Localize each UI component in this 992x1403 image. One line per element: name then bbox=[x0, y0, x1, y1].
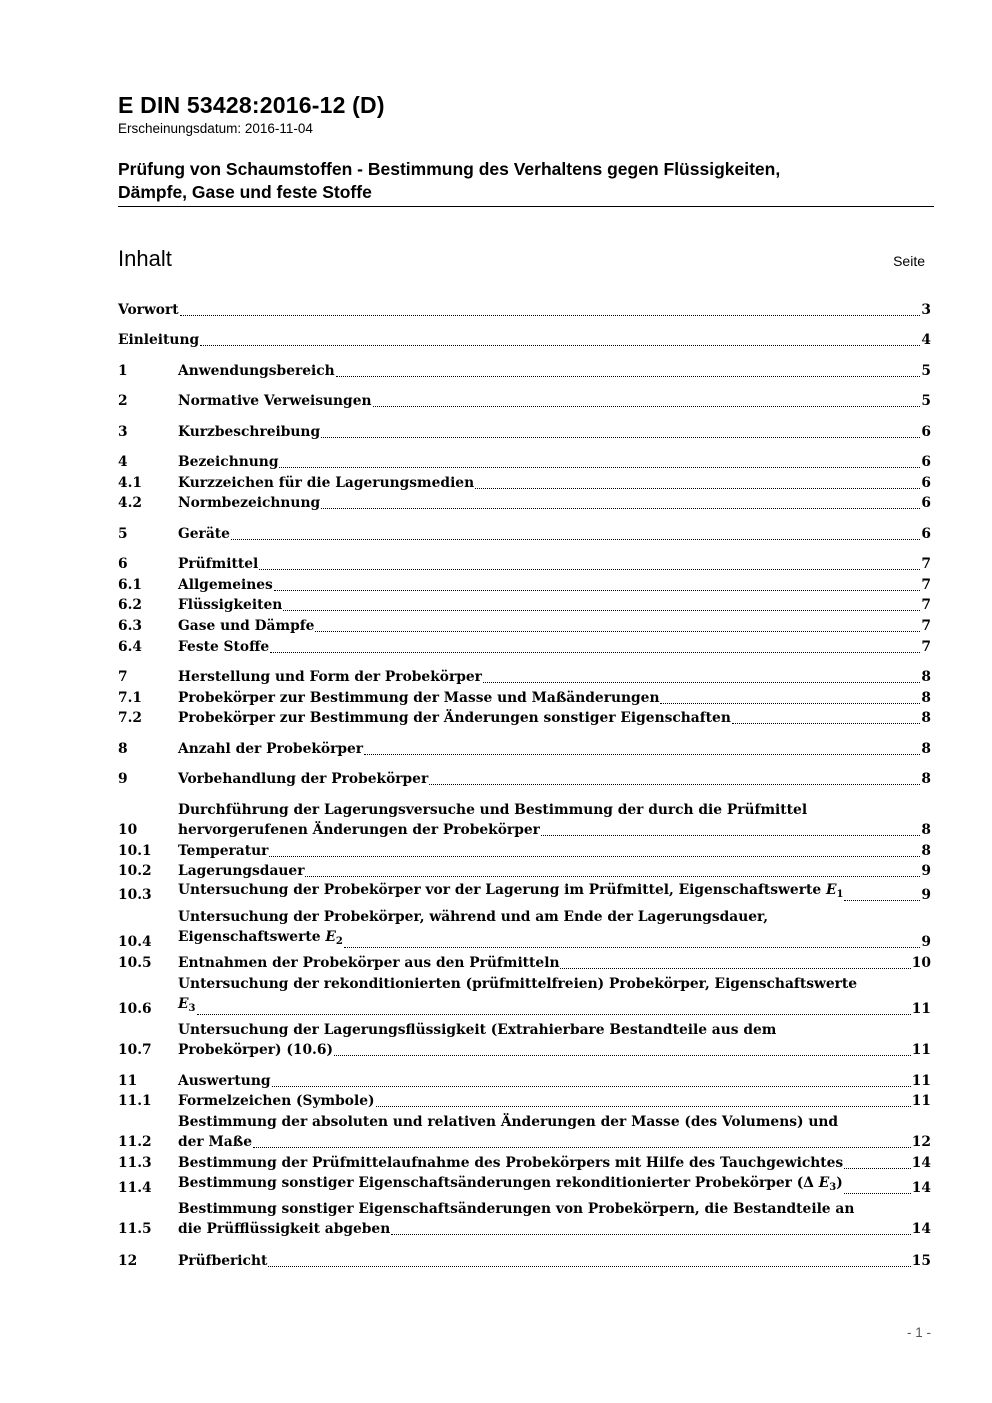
toc-entry-number: 6 bbox=[118, 556, 128, 572]
toc-entry-page: 6 bbox=[921, 526, 931, 542]
toc-entry-body bbox=[178, 361, 931, 381]
toc-entry-label-first-line: Bestimmung sonstiger Eigenschaftsänderungen von Probekörpern, die Bestandteile an bbox=[178, 1201, 855, 1217]
toc-entry-number: 10.6 bbox=[118, 1001, 152, 1017]
toc-entry-line bbox=[178, 1173, 931, 1198]
toc-entry-label-text: Eigenschaftswerte bbox=[178, 929, 321, 945]
toc-entry-body bbox=[178, 1199, 931, 1239]
toc-entry[interactable] bbox=[118, 739, 931, 759]
toc-entry-page: 6 bbox=[921, 454, 931, 470]
toc-entry-body bbox=[178, 452, 931, 472]
toc-dot-leader bbox=[283, 610, 920, 611]
toc-entry[interactable] bbox=[118, 907, 931, 952]
toc-entry-label-text: Anzahl der Probekörper bbox=[178, 741, 364, 757]
toc-entry-label bbox=[178, 1219, 390, 1239]
toc-entry[interactable] bbox=[118, 330, 931, 350]
document-title bbox=[118, 158, 938, 204]
toc-entry-line bbox=[178, 575, 931, 595]
toc-dot-leader bbox=[660, 703, 920, 704]
toc-dot-leader bbox=[560, 968, 910, 969]
toc-entry-body bbox=[178, 493, 931, 513]
toc-entry-label-text: Vorwort bbox=[118, 302, 179, 318]
toc-dot-leader bbox=[541, 835, 920, 836]
toc-entry-line bbox=[178, 688, 931, 708]
toc-entry-label bbox=[178, 841, 268, 861]
toc-page-column-label: Seite bbox=[893, 253, 925, 269]
toc-entry-page: 11 bbox=[911, 1093, 931, 1109]
toc-entry-number: 10.3 bbox=[118, 887, 152, 903]
toc-entry-page: 7 bbox=[921, 618, 931, 634]
toc-entry[interactable] bbox=[118, 769, 931, 789]
toc-entry-line bbox=[178, 1091, 931, 1111]
toc-entry-number: 10.1 bbox=[118, 843, 152, 859]
toc-entry-line bbox=[178, 769, 931, 789]
toc-entry-label-text: Feste Stoffe bbox=[178, 639, 270, 655]
toc-entry-page: 8 bbox=[921, 843, 931, 859]
toc-dot-leader bbox=[200, 345, 920, 346]
toc-entry-line bbox=[178, 994, 931, 1019]
toc-entry-page: 11 bbox=[911, 1073, 931, 1089]
toc-entry-label-text: Flüssigkeiten bbox=[178, 597, 283, 613]
toc-entry-label-text: der Maße bbox=[178, 1134, 252, 1150]
toc-heading: Inhalt bbox=[118, 246, 172, 271]
toc-entry-label-text: Bezeichnung bbox=[178, 454, 279, 470]
toc-entry-page: 14 bbox=[911, 1180, 931, 1196]
toc-entry-body bbox=[178, 861, 931, 881]
toc-entry-page: 8 bbox=[921, 690, 931, 706]
toc-entry-line bbox=[178, 473, 931, 493]
toc-entry-page: 7 bbox=[921, 597, 931, 613]
toc-entry-page: 8 bbox=[921, 710, 931, 726]
toc-dot-leader bbox=[180, 315, 921, 316]
toc-entry-body bbox=[178, 688, 931, 708]
toc-entry-number: 6.4 bbox=[118, 639, 143, 655]
toc-entry-page: 8 bbox=[921, 822, 931, 838]
toc-entry-label-text: Auswertung bbox=[178, 1073, 271, 1089]
toc-dot-leader bbox=[373, 406, 921, 407]
toc-entry-line bbox=[178, 1251, 931, 1271]
toc-entry-number: 4 bbox=[118, 454, 128, 470]
toc-entry-label-text: Einleitung bbox=[118, 332, 200, 348]
toc-dot-leader bbox=[334, 1055, 911, 1056]
toc-entry-label-text: Normbezeichnung bbox=[178, 495, 321, 511]
toc-entry-label bbox=[178, 595, 282, 615]
toc-entry-body bbox=[178, 974, 931, 1019]
toc-entry-page: 5 bbox=[921, 363, 931, 379]
toc-entry-label bbox=[178, 452, 278, 472]
toc-entry-label-text: Bestimmung sonstiger Eigenschaftsänderungen rekonditionierter Probekörper (Δ bbox=[178, 1175, 814, 1191]
toc-entry[interactable] bbox=[118, 1020, 931, 1060]
toc-entry-label-first-line: Untersuchung der Lagerungsflüssigkeit (Extrahierbare Bestandteile aus dem bbox=[178, 1022, 777, 1038]
toc-entry-number: 11.1 bbox=[118, 1093, 152, 1109]
toc-entry-body bbox=[178, 1020, 931, 1060]
toc-entry[interactable] bbox=[118, 575, 931, 595]
toc-dot-leader bbox=[844, 1193, 911, 1194]
toc-entry-number: 11.4 bbox=[118, 1180, 152, 1196]
toc-entry-label bbox=[178, 994, 196, 1019]
toc-entry-body bbox=[178, 473, 931, 493]
toc-entry-label bbox=[178, 708, 731, 728]
toc-entry-body bbox=[178, 575, 931, 595]
toc-entry-page: 9 bbox=[921, 863, 931, 879]
toc-dot-leader bbox=[844, 900, 920, 901]
toc-entry-line bbox=[178, 452, 931, 472]
toc-entry-label-text: Normative Verweisungen bbox=[178, 393, 372, 409]
toc-entry-number: 9 bbox=[118, 771, 128, 787]
toc-entry[interactable] bbox=[118, 880, 931, 905]
toc-entry-label-text: Kurzbeschreibung bbox=[178, 424, 321, 440]
toc-entry-label bbox=[178, 361, 335, 381]
toc-entry-body bbox=[178, 595, 931, 615]
toc-entry-line bbox=[178, 616, 931, 636]
toc-entry-label-text: Gase und Dämpfe bbox=[178, 618, 315, 634]
toc-entry[interactable] bbox=[118, 1071, 931, 1091]
toc-entry[interactable] bbox=[118, 554, 931, 574]
toc-entry-page: 4 bbox=[921, 332, 931, 348]
toc-entry-body bbox=[178, 1153, 931, 1173]
toc-entry-number: 8 bbox=[118, 741, 128, 757]
toc-entry-page: 12 bbox=[911, 1134, 931, 1150]
toc-dot-leader bbox=[376, 1106, 911, 1107]
toc-dot-leader bbox=[259, 569, 920, 570]
toc-entry-label bbox=[178, 575, 273, 595]
toc-dot-leader bbox=[272, 1086, 911, 1087]
toc-entry[interactable] bbox=[118, 1173, 931, 1198]
toc-entry-line bbox=[178, 708, 931, 728]
toc-entry[interactable] bbox=[118, 616, 931, 636]
toc-entry-symbol: E bbox=[325, 929, 336, 945]
toc-entry-label-text: Formelzeichen (Symbole) bbox=[178, 1093, 375, 1109]
toc-entry-label bbox=[178, 1091, 375, 1111]
toc-entry-body bbox=[178, 554, 931, 574]
toc-entry[interactable] bbox=[118, 637, 931, 657]
toc-dot-leader bbox=[269, 856, 920, 857]
toc-dot-leader bbox=[391, 1234, 911, 1235]
toc-entry-label bbox=[178, 473, 474, 493]
toc-entry[interactable] bbox=[118, 493, 931, 513]
toc-entry-line bbox=[178, 820, 931, 840]
toc-entry-label bbox=[178, 861, 304, 881]
toc-entry-page: 15 bbox=[911, 1253, 931, 1269]
toc-entry-label bbox=[178, 1173, 843, 1198]
toc-entry-label-text: Prüfbericht bbox=[178, 1253, 268, 1269]
toc-entry-label-text: Kurzzeichen für die Lagerungsmedien bbox=[178, 475, 475, 491]
toc-entry-body bbox=[178, 637, 931, 657]
toc-entry-body bbox=[118, 300, 931, 320]
toc-entry[interactable] bbox=[118, 1199, 931, 1239]
toc-dot-leader bbox=[305, 876, 920, 877]
toc-entry-label-text: Lagerungsdauer bbox=[178, 863, 305, 879]
toc-dot-leader bbox=[315, 631, 920, 632]
toc-entry-label bbox=[178, 927, 343, 952]
toc-dot-leader bbox=[336, 376, 921, 377]
toc-entry-label-text: Prüfmittel bbox=[178, 556, 259, 572]
toc-entry[interactable] bbox=[118, 1153, 931, 1173]
toc-entry-body bbox=[118, 330, 931, 350]
toc-entry-number: 10.7 bbox=[118, 1042, 152, 1058]
toc-entry-body bbox=[178, 708, 931, 728]
toc-entry-label bbox=[178, 616, 314, 636]
toc-entry-page: 7 bbox=[921, 639, 931, 655]
page-number: - 1 - bbox=[906, 1325, 931, 1340]
toc-entry-label bbox=[178, 880, 843, 905]
toc-entry[interactable] bbox=[118, 841, 931, 861]
toc-dot-leader bbox=[321, 508, 920, 509]
toc-entry-page: 6 bbox=[921, 424, 931, 440]
toc-entry[interactable] bbox=[118, 708, 931, 728]
toc-dot-leader bbox=[253, 1147, 911, 1148]
toc-entry-label bbox=[178, 1153, 843, 1173]
toc-entry-symbol-subscript: 3 bbox=[829, 1182, 837, 1193]
toc-entry[interactable] bbox=[118, 452, 931, 472]
toc-entry-label-text: Vorbehandlung der Probekörper bbox=[178, 771, 429, 787]
toc-entry-line bbox=[178, 391, 931, 411]
toc-entry-symbol: E bbox=[825, 882, 837, 898]
toc-entry[interactable] bbox=[118, 667, 931, 687]
toc-entry-line bbox=[178, 361, 931, 381]
toc-entry-number: 7.2 bbox=[118, 710, 143, 726]
toc-entry-page: 3 bbox=[921, 302, 931, 318]
toc-entry-page: 8 bbox=[921, 669, 931, 685]
document-id: E DIN 53428:2016-12 (D) bbox=[118, 92, 385, 118]
toc-entry-label bbox=[178, 524, 230, 544]
toc-entry[interactable] bbox=[118, 300, 931, 320]
toc-entry-label-text: Bestimmung der Prüfmittelaufnahme des Probekörpers mit Hilfe des Tauchgewichtes bbox=[178, 1155, 844, 1171]
toc-entry-label bbox=[178, 769, 428, 789]
toc-entry[interactable] bbox=[118, 953, 931, 973]
toc-entry-body bbox=[178, 524, 931, 544]
toc-entry-label-first-line: Bestimmung der absoluten und relativen Änderungen der Masse (des Volumens) und bbox=[178, 1114, 839, 1130]
toc-entry-label-text: Temperatur bbox=[178, 843, 269, 859]
toc-entry-body bbox=[178, 953, 931, 973]
toc-entry-page: 8 bbox=[921, 741, 931, 757]
toc-entry-line bbox=[178, 927, 931, 952]
toc-entry-label bbox=[178, 493, 320, 513]
toc-entry-line bbox=[178, 1071, 931, 1091]
toc-entry-page: 10 bbox=[911, 955, 931, 971]
toc-entry-body bbox=[178, 422, 931, 442]
toc-entry-body bbox=[178, 880, 931, 905]
title-line-2: Dämpfe, Gase und feste Stoffe bbox=[118, 182, 372, 202]
toc-entry-line bbox=[178, 1040, 931, 1060]
toc-entry-number: 7 bbox=[118, 669, 128, 685]
toc-entry-label bbox=[178, 391, 372, 411]
toc-entry-line bbox=[178, 524, 931, 544]
toc-entry-body bbox=[178, 1091, 931, 1111]
toc-entry-label-text: Probekörper zur Bestimmung der Änderungen sonstiger Eigenschaften bbox=[178, 710, 731, 726]
toc-dot-leader bbox=[483, 682, 920, 683]
toc-entry-symbol: E bbox=[178, 996, 189, 1012]
toc-entry-label-text: Untersuchung der Probekörper vor der Lagerung im Prüfmittel, Eigenschaftswerte bbox=[178, 882, 822, 898]
toc-entry-number: 10 bbox=[118, 822, 138, 838]
toc-dot-leader bbox=[475, 488, 920, 489]
toc-entry-number: 10.4 bbox=[118, 934, 152, 950]
toc-entry-label bbox=[118, 330, 199, 350]
title-line-1: Prüfung von Schaumstoffen - Bestimmung des Verhaltens gegen Flüssigkeiten, bbox=[118, 159, 781, 179]
toc-entry-number: 12 bbox=[118, 1253, 138, 1269]
toc-entry-label bbox=[178, 739, 363, 759]
toc-entry-label bbox=[178, 667, 482, 687]
toc-entry-label-text: Probekörper zur Bestimmung der Masse und Maßänderungen bbox=[178, 690, 660, 706]
toc-dot-leader bbox=[732, 723, 921, 724]
toc-entry-label bbox=[178, 1071, 271, 1091]
toc-entry-number: 4.1 bbox=[118, 475, 143, 491]
toc-entry[interactable] bbox=[118, 974, 931, 1019]
toc-entry-label-first-line: Untersuchung der rekonditionierten (prüfmittelfreien) Probekörper, Eigenschaftswerte bbox=[178, 976, 858, 992]
toc-entry-line bbox=[178, 1153, 931, 1173]
toc-entry-page: 9 bbox=[921, 887, 931, 903]
toc-entry-line bbox=[178, 422, 931, 442]
toc-entry-page: 9 bbox=[921, 934, 931, 950]
toc-entry-body bbox=[178, 1112, 931, 1152]
toc-dot-leader bbox=[429, 784, 920, 785]
toc-entry-line bbox=[178, 595, 931, 615]
toc-entry-line bbox=[118, 330, 931, 350]
toc-entry-label bbox=[178, 1040, 333, 1060]
toc-entry-number: 1 bbox=[118, 363, 128, 379]
toc-entry[interactable] bbox=[118, 1112, 931, 1152]
publication-date: Erscheinungsdatum: 2016-11-04 bbox=[118, 121, 313, 136]
toc-entry-label bbox=[178, 688, 659, 708]
toc-dot-leader bbox=[231, 539, 920, 540]
toc-entry[interactable] bbox=[118, 688, 931, 708]
toc-entry-number: 6.2 bbox=[118, 597, 143, 613]
toc-entry-line bbox=[178, 493, 931, 513]
toc-entry-label bbox=[178, 422, 320, 442]
toc-entry-number: 4.2 bbox=[118, 495, 143, 511]
toc-dot-leader bbox=[344, 947, 921, 948]
toc-entry-page: 6 bbox=[921, 495, 931, 511]
toc-entry-label bbox=[118, 300, 179, 320]
toc-dot-leader bbox=[321, 437, 920, 438]
toc-entry-body bbox=[178, 907, 931, 952]
toc-entry-line bbox=[178, 739, 931, 759]
toc-entry-page: 14 bbox=[911, 1221, 931, 1237]
toc-entry-line bbox=[178, 554, 931, 574]
toc-dot-leader bbox=[279, 467, 920, 468]
toc-entry-line bbox=[178, 637, 931, 657]
toc-entry-page: 7 bbox=[921, 556, 931, 572]
toc-entry-label-text: Anwendungsbereich bbox=[178, 363, 335, 379]
toc-entry-label-text: Probekörper) (10.6) bbox=[178, 1042, 333, 1058]
toc-entry-page: 5 bbox=[921, 393, 931, 409]
toc-entry-symbol-subscript: 3 bbox=[188, 1003, 196, 1014]
toc-dot-leader bbox=[844, 1168, 911, 1169]
toc-entry-label-text: Geräte bbox=[178, 526, 230, 542]
toc-entry-number: 11 bbox=[118, 1073, 138, 1089]
toc-entry-page: 11 bbox=[911, 1042, 931, 1058]
toc-entry[interactable] bbox=[118, 800, 931, 840]
toc-entry-body bbox=[178, 769, 931, 789]
toc-entry-body bbox=[178, 800, 931, 840]
toc-dot-leader bbox=[270, 652, 920, 653]
toc-entry-line bbox=[178, 1219, 931, 1239]
toc-entry-symbol: E bbox=[818, 1175, 830, 1191]
toc-entry-body bbox=[178, 616, 931, 636]
toc-entry-label bbox=[178, 637, 269, 657]
toc-entry-page: 6 bbox=[921, 475, 931, 491]
toc-entry-line bbox=[178, 667, 931, 687]
toc-entry-label bbox=[178, 1251, 267, 1271]
toc-entry-label-first-line: Untersuchung der Probekörper, während und am Ende der Lagerungsdauer, bbox=[178, 909, 769, 925]
toc-entry-label bbox=[178, 554, 258, 574]
toc-entry-page: 14 bbox=[911, 1155, 931, 1171]
toc-entry-line bbox=[178, 841, 931, 861]
toc-entry-label-suffix: ) bbox=[836, 1175, 843, 1191]
toc-entry[interactable] bbox=[118, 391, 931, 411]
toc-entry-label-text: hervorgerufenen Änderungen der Probekörper bbox=[178, 822, 540, 838]
toc-entry[interactable] bbox=[118, 595, 931, 615]
toc-entry-number: 10.5 bbox=[118, 955, 152, 971]
toc-entry[interactable] bbox=[118, 422, 931, 442]
toc-entry-body bbox=[178, 1071, 931, 1091]
toc-dot-leader bbox=[364, 754, 920, 755]
toc-entry-page: 11 bbox=[911, 1001, 931, 1017]
toc-entry-line bbox=[178, 953, 931, 973]
toc-entry-label-text: die Prüfflüssigkeit abgeben bbox=[178, 1221, 391, 1237]
toc-entry-body bbox=[178, 1251, 931, 1271]
toc-entry-number: 2 bbox=[118, 393, 128, 409]
toc-dot-leader bbox=[268, 1266, 910, 1267]
toc-entry-page: 7 bbox=[921, 577, 931, 593]
toc-entry-number: 11.2 bbox=[118, 1134, 152, 1150]
toc-entry-label bbox=[178, 953, 559, 973]
toc-entry[interactable] bbox=[118, 524, 931, 544]
title-divider bbox=[118, 206, 934, 207]
toc-entry-number: 7.1 bbox=[118, 690, 143, 706]
toc-entry-line bbox=[178, 880, 931, 905]
toc-entry-label-text: Herstellung und Form der Probekörper bbox=[178, 669, 482, 685]
toc-entry-number: 6.1 bbox=[118, 577, 143, 593]
toc-entry-body bbox=[178, 739, 931, 759]
toc-dot-leader bbox=[274, 590, 921, 591]
toc-entry-body bbox=[178, 841, 931, 861]
toc-entry-line bbox=[178, 1132, 931, 1152]
toc-entry-number: 6.3 bbox=[118, 618, 143, 634]
toc-entry-label-first-line: Durchführung der Lagerungsversuche und Bestimmung der durch die Prüfmittel bbox=[178, 802, 808, 818]
toc-entry[interactable] bbox=[118, 1091, 931, 1111]
toc-entry-body bbox=[178, 667, 931, 687]
toc-entry-number: 11.3 bbox=[118, 1155, 152, 1171]
toc-entry[interactable] bbox=[118, 361, 931, 381]
toc-entry[interactable] bbox=[118, 1251, 931, 1271]
toc-entry-label-text: Allgemeines bbox=[178, 577, 273, 593]
toc-entry-label bbox=[178, 820, 540, 840]
toc-entry-label bbox=[178, 1132, 252, 1152]
toc-entry-number: 5 bbox=[118, 526, 128, 542]
toc-entry-body bbox=[178, 391, 931, 411]
toc-entry-symbol-subscript: 1 bbox=[836, 889, 844, 900]
toc-entry-line bbox=[178, 861, 931, 881]
toc-dot-leader bbox=[197, 1014, 911, 1015]
toc-entry-line bbox=[118, 300, 931, 320]
toc-entry[interactable] bbox=[118, 473, 931, 493]
toc-entry-number: 3 bbox=[118, 424, 128, 440]
toc-entry-label-text: Entnahmen der Probekörper aus den Prüfmitteln bbox=[178, 955, 560, 971]
toc-entry-body bbox=[178, 1173, 931, 1198]
toc-entry-number: 10.2 bbox=[118, 863, 152, 879]
toc-entry-number: 11.5 bbox=[118, 1221, 152, 1237]
toc-entry-symbol-subscript: 2 bbox=[335, 936, 343, 947]
toc-entry[interactable] bbox=[118, 861, 931, 881]
toc-entry-page: 8 bbox=[921, 771, 931, 787]
